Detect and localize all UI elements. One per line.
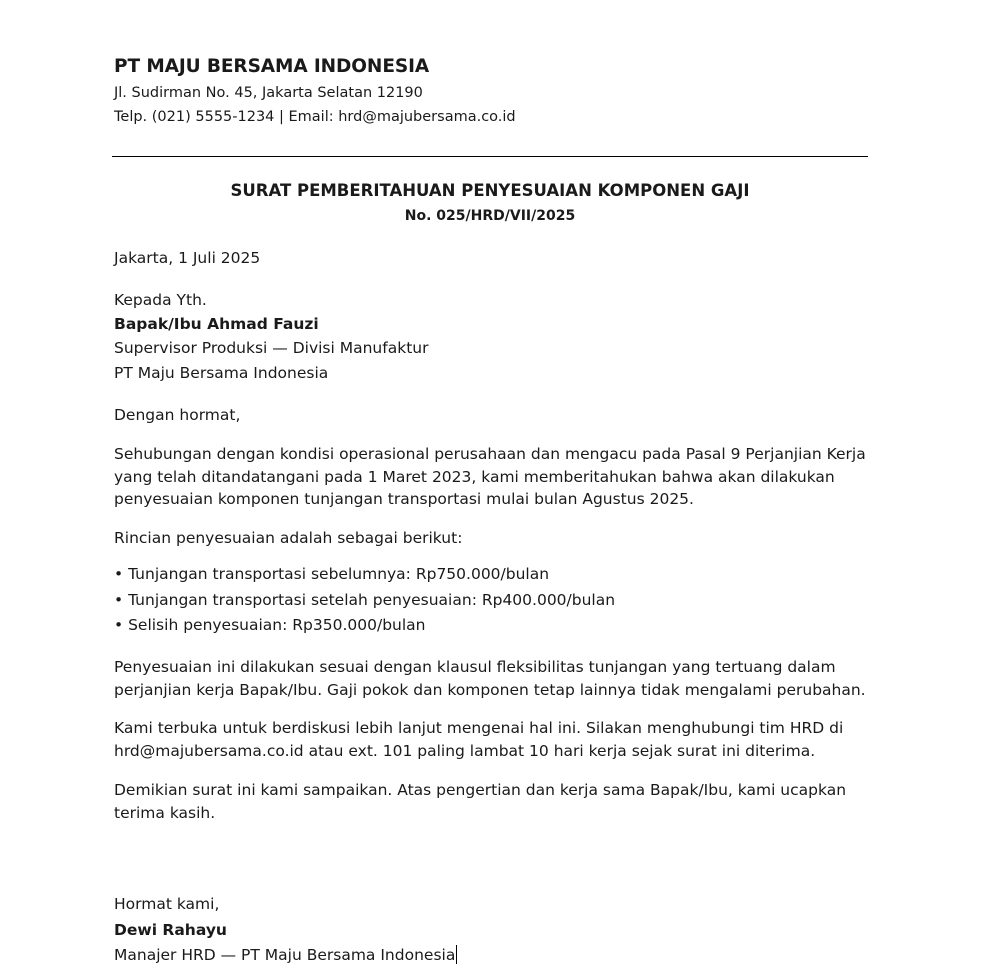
recipient-position: Supervisor Produksi — Divisi Manufaktur (114, 339, 429, 357)
signer-title: Manajer HRD — PT Maju Bersama Indonesia (114, 946, 456, 964)
recipient-company: PT Maju Bersama Indonesia (114, 364, 329, 382)
letter-number: No. 025/HRD/VII/2025 (404, 208, 576, 224)
text-cursor (456, 945, 457, 964)
paragraph-clause: Penyesuaian ini dilakukan sesuai dengan klausul fleksibilitas tunjangan yang tertuang dalam perjanjian kerja Bapak/Ibu. Gaji pokok dan komponen tetap lainnya tidak mengalami perubahan. (114, 658, 866, 699)
company-contact: Telp. (021) 5555-1234 | Email: hrd@majubersama.co.id (114, 109, 516, 125)
recipient-name: Bapak/Ibu Ahmad Fauzi (114, 315, 319, 333)
letterhead-divider (112, 156, 868, 157)
company-address: Jl. Sudirman No. 45, Jakarta Selatan 12190 (114, 85, 423, 101)
detail-item-previous: • Tunjangan transportasi sebelumnya: Rp750.000/bulan (114, 565, 550, 583)
paragraph-intro: Sehubungan dengan kondisi operasional perusahaan dan mengacu pada Pasal 9 Perjanjian Kerja yang telah ditandatangani pada 1 Maret 2023, kami memberitahukan bahwa akan dilakukan penyesuaian komponen tunjangan transportasi mulai bulan Agustus 2025. (114, 445, 866, 508)
paragraph-closing: Demikian surat ini kami sampaikan. Atas pengertian dan kerja sama Bapak/Ibu, kami ucapkan terima kasih. (114, 781, 847, 822)
detail-item-difference: • Selisih penyesuaian: Rp350.000/bulan (114, 616, 426, 634)
greeting: Dengan hormat, (114, 406, 241, 424)
letter-title: SURAT PEMBERITAHUAN PENYESUAIAN KOMPONEN GAJI (230, 181, 750, 200)
company-name: PT MAJU BERSAMA INDONESIA (114, 56, 430, 77)
signer-line (114, 945, 457, 964)
details-intro: Rincian penyesuaian adalah sebagai berikut: (114, 529, 463, 547)
signer-name: Dewi Rahayu (114, 921, 227, 939)
paragraph-contact: Kami terbuka untuk berdiskusi lebih lanjut mengenai hal ini. Silakan menghubungi tim HRD di hrd@majubersama.co.id atau ext. 101 paling lambat 10 hari kerja sejak surat ini diterima. (114, 719, 844, 760)
recipient-salutation: Kepada Yth. (114, 291, 207, 309)
place-date: Jakarta, 1 Juli 2025 (114, 249, 261, 267)
detail-item-new: • Tunjangan transportasi setelah penyesuaian: Rp400.000/bulan (114, 591, 616, 609)
closing: Hormat kami, (114, 895, 220, 913)
